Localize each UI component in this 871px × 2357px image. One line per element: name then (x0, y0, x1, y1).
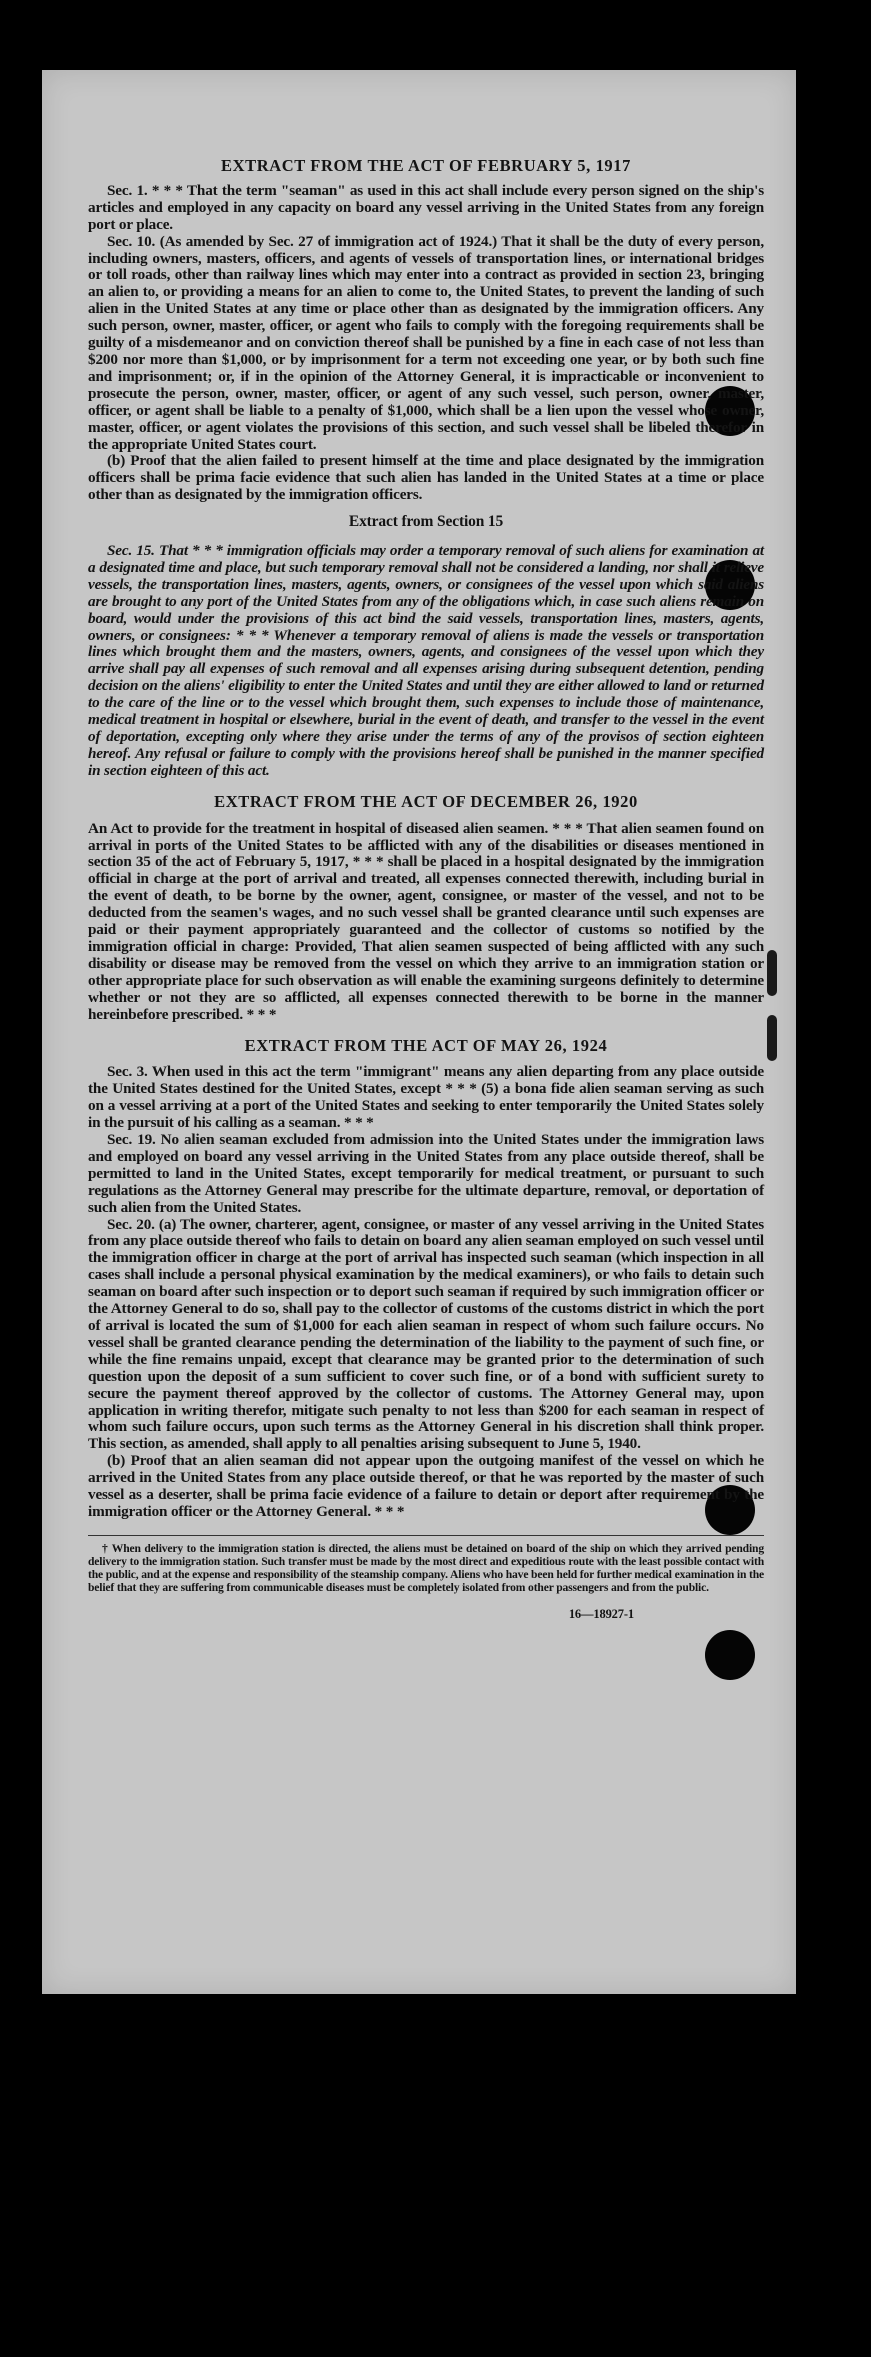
paragraph: Sec. 19. No alien seaman excluded from admission into the United States under the immigration laws and employed on board any vessel arriving in the United States from any place outside thereof, shall be permitted to land in the United States, except temporarily for medical treatment, or pursuant to such regulations as the Attorney General may prescribe for the ultimate departure, removal, or deportation of such alien from the United States. (88, 1131, 764, 1216)
footnote-text: † When delivery to the immigration station is directed, the aliens must be detained on board of the ship on which they arrived pending delivery to the immigration station. Such transfer must be made by the most direct and expeditious route with the least possible contact with the public, and at the expense and responsibility of the steamship company. Aliens who have been held for further medical examination in the belief that they are suffering from communicable diseases must be completely isolated from other passengers and from the public. (88, 1541, 764, 1594)
document-text (88, 158, 764, 1623)
paragraph: Sec. 20. (a) The owner, charterer, agent, consignee, or master of any vessel arriving in the United States from any place outside thereof who fails to detain on board any alien seaman employed on such vessel until the immigration officer in charge at the port of arrival has inspected such seaman (which inspection in all cases shall include a personal physical examination by the medical examiners), or who fails to detain such seaman on board after such inspection or to deport such seaman if required by such immigration officer or the Attorney General to do so, shall pay to the collector of customs of the customs district in which the port of arrival is located the sum of $1,000 for each alien seaman in respect of whom such failure occurs. No vessel shall be granted clearance pending the determination of the liability to the payment of such fine, or while the fine remains unpaid, except that clearance may be granted prior to the determination of such question upon the deposit of a sum sufficient to cover such fine, or of a bond with sufficient surety to secure the payment thereof approved by the collector of customs. The Attorney General may, upon application in writing therefor, mitigate such penalty to not less than $200 for each seaman in respect of whom such failure occurs, upon such terms as the Attorney General in his discretion shall think proper. This section, as amended, shall apply to all penalties arising subsequent to June 5, 1940. (88, 1215, 764, 1453)
section-heading-section-15: Extract from Section 15 (348, 513, 504, 531)
staple-mark (767, 1015, 777, 1061)
paragraph: (b) Proof that the alien failed to present himself at the time and place designated by the immigration officers shall be prima facie evidence that such alien has landed in the United States at a time or place other than as designated by the immigration officers. (88, 452, 764, 504)
paragraph: An Act to provide for the treatment in hospital of diseased alien seamen. * * * That alien seamen found on arrival in ports of the United States to be afflicted with any of the disabilities or diseases mentioned in section 35 of the act of February 5, 1917, * * * shall be placed in a hospital designated by the immigration official in charge at the port of arrival and treated, all expenses connected therewith, including burial in the event of death, to be borne by the owner, agent, consignee, or master of the vessel, and not to be deducted from the seamen's wages, and no such vessel shall be granted clearance until such expenses are paid or their payment appropriately guaranteed and the collector of customs so notified by the immigration official in charge: Provided, That alien seamen suspected of being afflicted with any such disability or disease may be removed from the vessel on which they arrive to an immigration station or other appropriate place for such observation as will enable the examining surgeons definitely to determine whether or not they are so afflicted, all expenses connected therewith to be borne in the manner hereinbefore prescribed. * * * (88, 819, 764, 1023)
footnote (88, 1535, 764, 1594)
form-number: 16—18927-1 (568, 1606, 634, 1621)
paragraph: Sec. 3. When used in this act the term "immigrant" means any alien departing from any place outside the United States destined for the United States, except * * * (5) a bona fide alien seaman serving as such on a vessel arriving at a port of the United States and seeking to enter temporarily the United States solely in the pursuit of his calling as a seaman. * * * (88, 1063, 764, 1132)
paragraph: Sec. 15. That * * * immigration officials may order a temporary removal of such aliens for examination at a designated time and place, but such temporary removal shall not be considered a landing, nor shall it relieve vessels, the transportation lines, masters, agents, owners, or consignees of the vessel upon which said aliens are brought to any port of the United States from any of the obligations which, in case such aliens remain on board, would under the provisions of this act bind the said vessels, transportation lines, masters, agents, owners, or consignees: * * * Whenever a temporary removal of aliens is made the vessels or transportation lines which brought them and the masters, owners, agents, and consignees of the vessel upon which they arrive shall pay all expenses of such removal and all expenses arising during subsequent detention, pending decision on the aliens' eligibility to enter the United States and until they are either allowed to land or returned to the care of the line or to the vessel which brought them, such expenses to include those of maintenance, medical treatment in hospital or elsewhere, burial in the event of death, and transfer to the vessel in the event of deportation, excepting only where they arise under the terms of any of the provisos of section eighteen hereof. Any refusal or failure to comply with the provisions hereof shall be punished in the manner specified in section eighteen of this act. (88, 542, 764, 779)
section-heading-1920: EXTRACT FROM THE ACT OF DECEMBER 26, 1920 (214, 791, 638, 811)
paragraph: (b) Proof that an alien seaman did not appear upon the outgoing manifest of the vessel on which he arrived in the United States from any place outside thereof, or that he was reported by the master of such vessel as a deserter, shall be prima facie evidence of a failure to detain or deport after requirement by the immigration officer or the Attorney General. * * * (88, 1452, 764, 1520)
document-page (42, 70, 796, 1994)
paragraph: Sec. 10. (As amended by Sec. 27 of immigration act of 1924.) That it shall be the duty of every person, including owners, masters, officers, and agents of vessels of transportation lines, or international bridges or toll roads, other than railway lines which may enter into a contract as provided in section 23, bringing an alien to, or providing a means for an alien to come to, the United States, to prevent the landing of such alien in the United States at any time or place other than as designated by the immigration officers. Any such person, owner, master, officer, or agent who fails to comply with the foregoing requirements shall be guilty of a misdemeanor and on conviction thereof shall be punished by a fine in each case of not less than $200 nor more than $1,000, or by imprisonment for a term not exceeding one year, or by both such fine and imprisonment; or, if in the opinion of the Attorney General, it is impracticable or inconvenient to prosecute the person, owner, master, officer, or agent of any such vessel, such person, owner, master, officer, or agent shall be liable to a penalty of $1,000, which shall be a lien upon the vessel whose owner, master, officer, or agent violates the provisions of this section, and such vessel shall be libeled therefor in the appropriate United States court. (88, 232, 764, 453)
section-heading-1924: EXTRACT FROM THE ACT OF MAY 26, 1924 (244, 1035, 608, 1055)
punch-hole (705, 1630, 755, 1680)
staple-mark (767, 950, 777, 996)
section-heading-1917: EXTRACT FROM THE ACT OF FEBRUARY 5, 1917 (221, 156, 631, 175)
paragraph: Sec. 1. * * * That the term "seaman" as used in this act shall include every person signed on the ship's articles and employed in any capacity on board any vessel arriving in the United States from any foreign port or place. (88, 181, 764, 233)
